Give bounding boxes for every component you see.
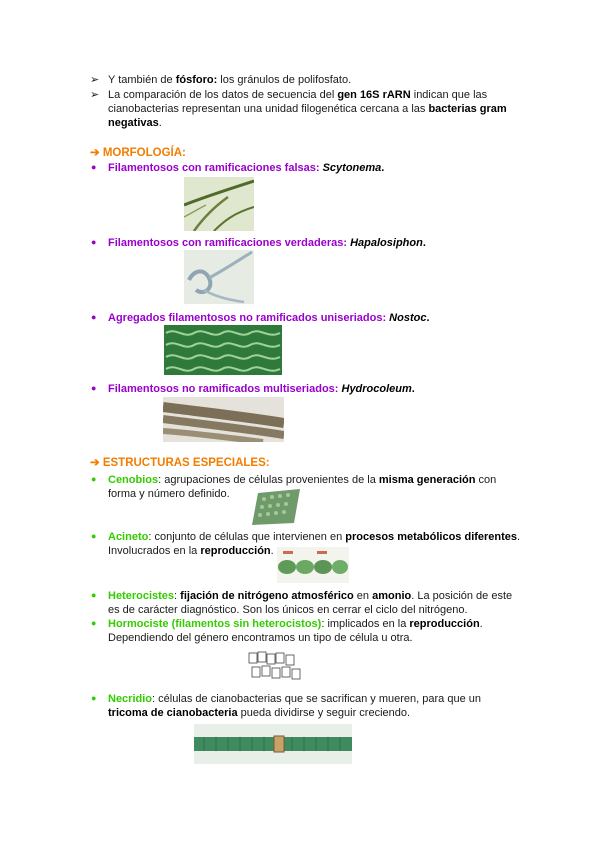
hydrocoleum-image: [163, 397, 284, 442]
bullet-icon: ●: [91, 237, 97, 247]
cenobios-image: [244, 487, 304, 527]
bullet-icon: ●: [91, 474, 97, 484]
bullet-icon: ●: [91, 312, 97, 322]
struct-item-cenobios-line2: forma y número definido.: [108, 488, 230, 500]
hormociste-image: [246, 649, 302, 681]
struct-item-acineto-line2: Involucrados en la reproducción.: [108, 545, 274, 557]
struct-item-necridio-line2: tricoma de cianobacteria pueda dividirse y seguir creciendo.: [108, 707, 411, 719]
scytonema-image: [184, 177, 254, 231]
bullet-icon: ●: [91, 590, 97, 600]
morph-item-scytonema: Filamentosos con ramificaciones falsas: Scytonema.: [108, 162, 385, 174]
arrow-bullet-icon: ➢: [90, 74, 100, 86]
struct-item-cenobios: Cenobios: agrupaciones de células provenientes de la misma generación con: [108, 474, 497, 486]
morph-item-hydrocoleum: Filamentosos no ramificados multiseriados: Hydrocoleum.: [108, 383, 415, 395]
struct-item-hormociste: Hormociste (filamentos sin heterocistos): implicados en la reproducción.: [108, 618, 483, 630]
section-heading-estructuras: ➔ ESTRUCTURAS ESPECIALES:: [90, 457, 270, 469]
struct-item-acineto: Acineto: conjunto de células que intervienen en procesos metabólicos diferentes.: [108, 531, 521, 543]
morph-item-hapalosiphon: Filamentosos con ramificaciones verdaderas: Hapalosiphon.: [108, 237, 426, 249]
morph-item-nostoc: Agregados filamentosos no ramificados uniseriados: Nostoc.: [108, 312, 430, 324]
bullet-icon: ●: [91, 618, 97, 628]
intro-item-phosphorus: Y también de fósforo: los gránulos de polifosfato.: [108, 74, 352, 86]
bullet-icon: ●: [91, 162, 97, 172]
bullet-icon: ●: [91, 531, 97, 541]
intro-item-16s: La comparación de los datos de secuencia del gen 16S rARN indican que las: [108, 89, 488, 101]
struct-item-necridio: Necridio: células de cianobacterias que se sacrifican y mueren, para que un: [108, 693, 481, 705]
struct-item-heterocistes: Heterocistes: fijación de nitrógeno atmosférico en amonio. La posición de este: [108, 590, 513, 602]
intro-item-16s-line3: negativas.: [108, 117, 162, 129]
nostoc-image: [164, 325, 282, 375]
hapalosiphon-image: [184, 250, 254, 304]
bullet-icon: ●: [91, 383, 97, 393]
struct-item-hormociste-line2: Dependiendo del género encontramos un tipo de célula u otra.: [108, 632, 413, 644]
acineto-image: [277, 547, 349, 583]
section-heading-morfologia: ➔ MORFOLOGÍA:: [90, 147, 186, 159]
necridio-image: [194, 724, 352, 764]
bullet-icon: ●: [91, 693, 97, 703]
intro-item-16s-line2: cianobacterias representan una unidad filogenética cercana a las bacterias gram: [108, 103, 507, 115]
arrow-bullet-icon: ➢: [90, 89, 100, 101]
struct-item-heterocistes-line2: es de carácter diagnóstico. Son los únicos en cerrar el ciclo del nitrógeno.: [108, 604, 468, 616]
